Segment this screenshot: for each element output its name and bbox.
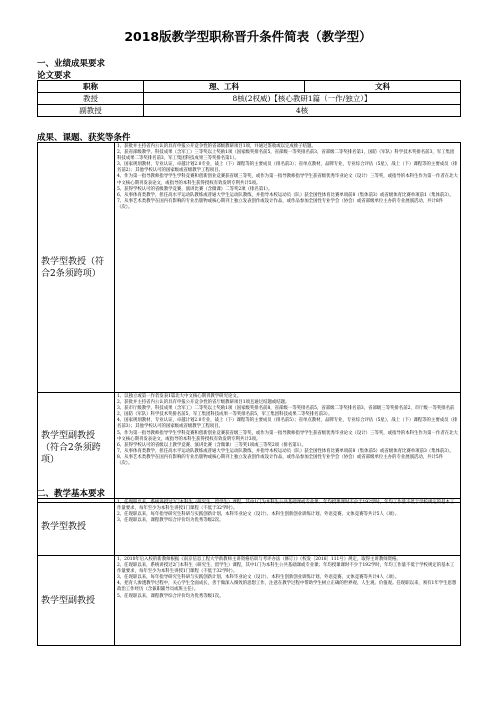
- list-item: 4、国家规划教材，专业认证，卓越计划2.0专业，战上（下）课程等的主要成员（排名前5）；省单点教材，品牌专业，专业综合评估（5星），战上（下）课程等的主要成员（排名前3）；其他学校认可的国家级或省级教学工程项目。: [117, 418, 458, 430]
- professor-items-cell: [115, 143, 461, 393]
- teach-professor-label-cell: 教学型教授: [38, 499, 115, 556]
- teach-assoc-items-cell: [115, 556, 461, 646]
- list-item: 7、从事艺术类教学在国内有影响的专业出版物或核心期刊上独立发表创作或设计作品，或作品参加全国性专业学会（协会）或省部级单位主办的专业展演活动，共计8件（次）。: [117, 198, 444, 210]
- table-row: [38, 556, 461, 646]
- list-item: 1、以独立或第一作者发表1篇北大中文核心期刊教学研究论文。: [117, 394, 242, 399]
- list-item: 2、获批并主持省内公认的具有申报公开竞争性的省厅级教研项目1项且通过结题或结题。: [117, 400, 290, 406]
- section-heading-achievements: 一、业绩成果要求: [37, 59, 106, 69]
- header-arts-cell: 文科: [305, 81, 461, 93]
- table-row: [38, 393, 461, 503]
- table-header-row: [38, 81, 461, 93]
- list-item: 6、获得学校认可的省级以上教学竞赛、演讲比赛（含微课）三等奖1项或三等奖2项（排名第1）。: [117, 442, 306, 448]
- rank-cell: 教授: [38, 93, 144, 105]
- achievements-table: [37, 142, 461, 503]
- assoc-label-cell: 教学型副教授（符合2条须跨项）: [38, 393, 115, 503]
- list-item: 6、从事体育类教学，担任高水平运动队教练或普通大学生运动队教练，并指导本校运动员（队）获全国性体育比赛单项前8（集体前3）或省级体育比赛单项前1（集体前3）。: [117, 192, 454, 198]
- requirement-cell: 8核(2权威)【核心教研1篇（一作/独立）】: [144, 93, 461, 105]
- list-item: 1、获批并主持省内公认的具有申报公开竞争性的省部级教研项目1项，并通过鉴收或以完成推子结题。: [117, 144, 316, 149]
- list-item: 3、任现职以来，课程教学综合评价均为优秀等级2次。: [117, 518, 224, 524]
- table-row: [38, 143, 461, 393]
- list-item: 8、从事艺术类教学在国内有影响的专业出版物或核心期刊上独立发表创作或设计作品，或作品参加全国性专业学会（协会）或省部级单位主办的专业展演活动，共计5件（次）。: [117, 454, 444, 467]
- professor-label-cell: 教学型教授（符合2条须跨项）: [38, 143, 115, 393]
- list-item: 2、任现职以来，每年指导研究生科研与实践创新计划、本科毕业论文（设计）、本科生创新创业训练计划、外语竞赛、文体竞赛等共计5人（项）。: [117, 512, 400, 518]
- list-item: 1、2010年后入校的新教师根据《南京信息工程大学新教师主讲资格培训与考评办法（修订）》（校发［2018］111号）规定，取得主讲教师资格。: [117, 557, 401, 562]
- list-item: 3、任现职以来，每年指导研究生科研与实践创新计划、本科毕业论文（设计）、本科生创新创业训练计划、外语竞赛、文体竞赛等共计4人（项）。: [117, 575, 400, 581]
- requirement-cell: 4核: [144, 105, 461, 117]
- section-heading-teaching: 二、教学基本要求: [37, 489, 106, 499]
- header-title-cell: 职称: [38, 81, 144, 93]
- list-item: 5、作为第一指导教师指导学生学科竞赛和创新创业竞赛获省级三等奖，或作为第一指导教师指导学生获省级优秀毕业论文（设计）三等奖，或指导的本科生作为第一作者在北大中文核心期刊发表论文，或指导的本科生获得授权有效发明专利共计3项。: [117, 430, 458, 442]
- list-item: 5、获得学校认可的省级教学竞赛、演讲比赛（含微课）二等奖2项（排名第1）。: [117, 186, 273, 192]
- list-item: 4、作为第一指导教师指导学生学科竞赛和创新创业竞赛获省级三等奖，或作为第一指导教师指导学生获省级优秀毕业论文（设计）三等奖，或指导的本科生作为第一作者在北大中文核心期刊发表论文，或指导的本科生获得授权有效发明专利共计5项。: [117, 174, 458, 186]
- list-item: 2、获省部级教学、科技成果（含军工）三等奖以上奖励1项（国家级奖排名前5，省部级一等奖排名前3，省部级二等奖排名第1，国防（军队）科学技术奖排名前3，军工集团科技成果二等奖排名前3，军工集团科技成果三等奖排名第1）。: [117, 150, 455, 162]
- table-row: [38, 499, 461, 556]
- teach-assoc-label-cell: 教学型副教授: [38, 556, 115, 646]
- teach-professor-items-cell: [115, 499, 461, 556]
- page-title: 2018版教学型职称晋升条件简表（教学型）: [124, 29, 372, 44]
- list-item: 1、任现职以来，系统讲授过2门本科生（研究生、留学生）课程，其中1门为本科生公共基础课或专业课；年均授课课时不少于192学时，年均工作量不低于学校规定的基本工作量要求，每年至少为本科生讲授1门课程（不低于32学时）。: [117, 500, 455, 512]
- table-row: [38, 93, 461, 105]
- assoc-items-cell: [115, 393, 461, 503]
- list-item: 2、任现职以来，系统讲授过2门本科生（研究生、留学生）课程，其中1门为本科生公共基础课或专业课；年均授课课时不少于192学时，年均工作量不低于学校规定的基本工作量要求，每年至少为本科生讲授1门课程（不低于32学时）。: [117, 563, 455, 575]
- teaching-requirements-table: [37, 498, 461, 646]
- subheading-achievements-conditions: 成果、课题、获奖等条件: [37, 133, 131, 143]
- paper-requirements-table: [37, 80, 461, 117]
- header-science-cell: 理、工科: [144, 81, 305, 93]
- rank-cell: 副教授: [38, 105, 144, 117]
- list-item: 5、任现职以来，课程教学综合评价均为优秀等级1次。: [117, 593, 224, 599]
- list-item: 4、把育人渗透教学过程中，关心学生全面成长，善于做深入细致的思想工作，注意在教学过程中帮助学生树立正确的世界观、人生观、价值观。任现职以来，须有1年学生思想政治工作经历（含兼职辅导员或班主任）。: [117, 581, 457, 593]
- list-item: 3、获市厅级教学、科技成果（含军工）二等奖以上奖励1项（国家级奖排名前8，省部级一等奖排名前5，省部级二等奖排名前3，省部级三等奖排名前2，市厅级一等奖排名前2，国防（军队）科学技术奖排名前5，军工集团科技成果一等奖排名前5，军工集团科技成果二等奖排名前3）。: [117, 406, 455, 418]
- list-item: 7、从事体育类教学，担任高水平运动队教练或普通大学生运动队教练，并指导本校运动员（队）获全国性体育比赛单项前8（集体前5）或省级体育比赛单项前3（集体前3）。: [117, 448, 454, 454]
- subheading-paper-requirements: 论文要求: [37, 71, 72, 81]
- list-item: 3、国家规划教材，专业认证，卓越计划2.0专业，战上（下）课程等的主要成员（排名前3）；省单点教材，品牌专业，专业综合评估（5星），战上（下）课程等的主要成员（排名前2）；其他学校认可的国家级或省级教学工程项目。: [117, 162, 458, 174]
- table-row: [38, 105, 461, 117]
